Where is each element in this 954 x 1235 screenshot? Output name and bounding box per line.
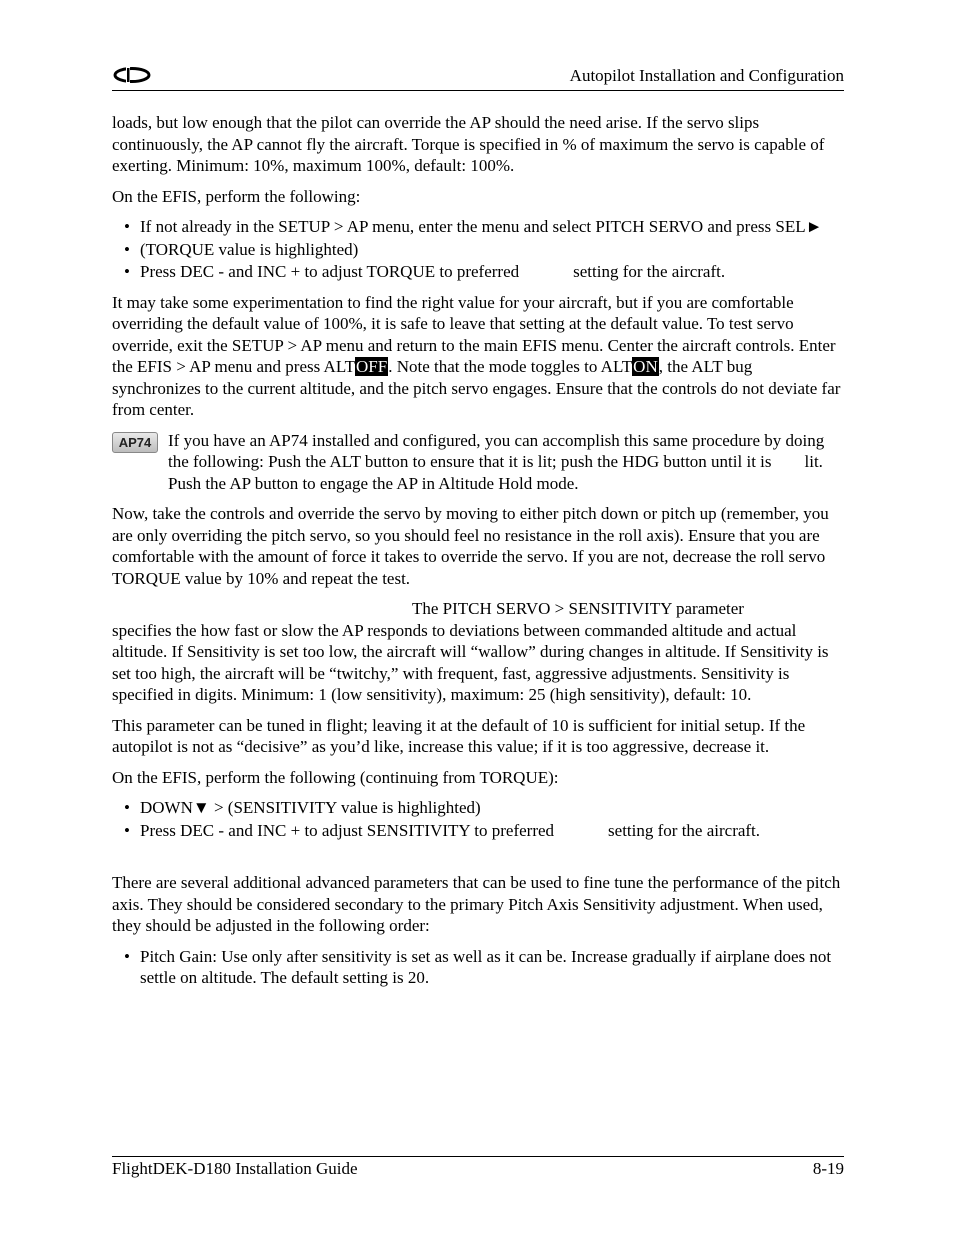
page-number: 8-19 [812, 1159, 844, 1178]
paragraph-advanced: There are several additional advanced parameters that can be used to fine tune the performance of the pitch axis. They should be considered secondary to the primary Pitch Axis Sensitivity adjustment. When used, they should be adjusted in the following order: [112, 873, 841, 935]
paragraph-efis-steps: On the EFIS, perform the following: [112, 186, 361, 206]
list-item [140, 261, 844, 283]
document-body [112, 112, 844, 998]
footer-title: FlightDEK-D180 Installation Guide [112, 1159, 358, 1178]
paragraph-efis-steps-2: On the EFIS, perform the following (continuing from TORQUE): [112, 767, 559, 787]
list-item: • DOWN▼ > (SENSITIVITY value is highlighted) [140, 797, 844, 819]
ap74-note [112, 430, 844, 495]
list-item-text: setting for the aircraft. [608, 820, 761, 840]
paragraph-text: It may take some experimentation to find the right value for your aircraft, but if you are comfortable overriding the default value of 100%, it is safe to leave that setting at the default value. To test servo override, exit the SETUP > AP menu and return to the main EFIS menu. Center the aircraft controls. Enter the EFIS > AP menu and press ALT [112, 292, 836, 376]
header-title: Autopilot Installation and Configuration [569, 66, 844, 85]
sensitivity-steps-list [112, 797, 844, 841]
advanced-params-list [112, 946, 844, 989]
paragraph-servo-override [112, 292, 844, 421]
list-item: • (TORQUE value is highlighted) [140, 239, 844, 261]
paragraph-sensitivity-lead: The PITCH SERVO > SENSITIVITY parameter [412, 599, 744, 618]
dynon-logo-icon [112, 66, 152, 84]
note-text: If you have an AP74 installed and configured, you can accomplish this same procedure by doing the following: Push the ALT button to ensure that it is lit; push the HDG button until it is [168, 430, 825, 471]
paragraph-text: . Note that the mode toggles to ALT [388, 357, 633, 376]
page-header [112, 62, 844, 91]
alt-on-indicator: ON [633, 357, 658, 376]
list-item-text: setting for the aircraft. [573, 262, 726, 281]
alt-off-indicator: OFF [356, 357, 388, 376]
section-spacer [112, 850, 844, 872]
list-item: • If not already in the SETUP > AP menu, enter the menu and select PITCH SERVO and press SEL► [140, 216, 844, 238]
ap74-badge-icon: AP74 [112, 432, 158, 453]
list-item-text: Press DEC - and INC + to adjust TORQUE to preferred [140, 262, 520, 281]
page-footer [112, 1156, 844, 1179]
note-text: lit. Push the AP button to engage the AP in Altitude Hold mode. [168, 452, 823, 493]
paragraph-text: , the ALT bug synchronizes to the current altitude, and the pitch servo engages. Ensure that the controls do not deviate far from center. [112, 357, 841, 419]
paragraph-override-test: Now, take the controls and override the servo by moving to either pitch down or pitch up (remember, you are only overriding the pitch servo, so you should feel no resistance in the roll axis). Ensure that you are comfortable with the amount of force it takes to override the servo. If you are not, decrease the roll servo TORQUE value by 10% and repeat the test. [112, 504, 829, 588]
paragraph-sensitivity: specifies the how fast or slow the AP responds to deviations between commanded altitude and actual altitude. If Sensitivity is set too low, the aircraft will “wallow” during changes in altitude. If Sensitivity is set too high, the aircraft will be “twitchy,” with frequent, fast, aggressive adjustments. Sensitivity is specified in digits. Minimum: 1 (low sensitivity), maximum: 25 (high sensitivity), default: 10. [112, 620, 829, 704]
torque-steps-list [112, 216, 844, 283]
paragraph-torque-intro: loads, but low enough that the pilot can override the AP should the need arise. If the servo slips continuously, the AP cannot fly the aircraft. Torque is specified in % of maximum the servo is capable of exerting. Minimum: 10%, maximum 100%, default: 100%. [112, 113, 825, 175]
list-item [140, 820, 844, 842]
list-item-text: Press DEC - and INC + to adjust SENSITIVITY to preferred [140, 820, 555, 840]
paragraph-tuning: This parameter can be tuned in flight; leaving it at the default of 10 is sufficient for initial setup. If the autopilot is not as “decisive” as you’d like, increase this value; if it is too aggressive, decrease it. [112, 715, 806, 756]
list-item: • Pitch Gain: Use only after sensitivity is set as well as it can be. Increase gradually if airplane does not settle on altitude. The default setting is 20. [140, 946, 844, 989]
